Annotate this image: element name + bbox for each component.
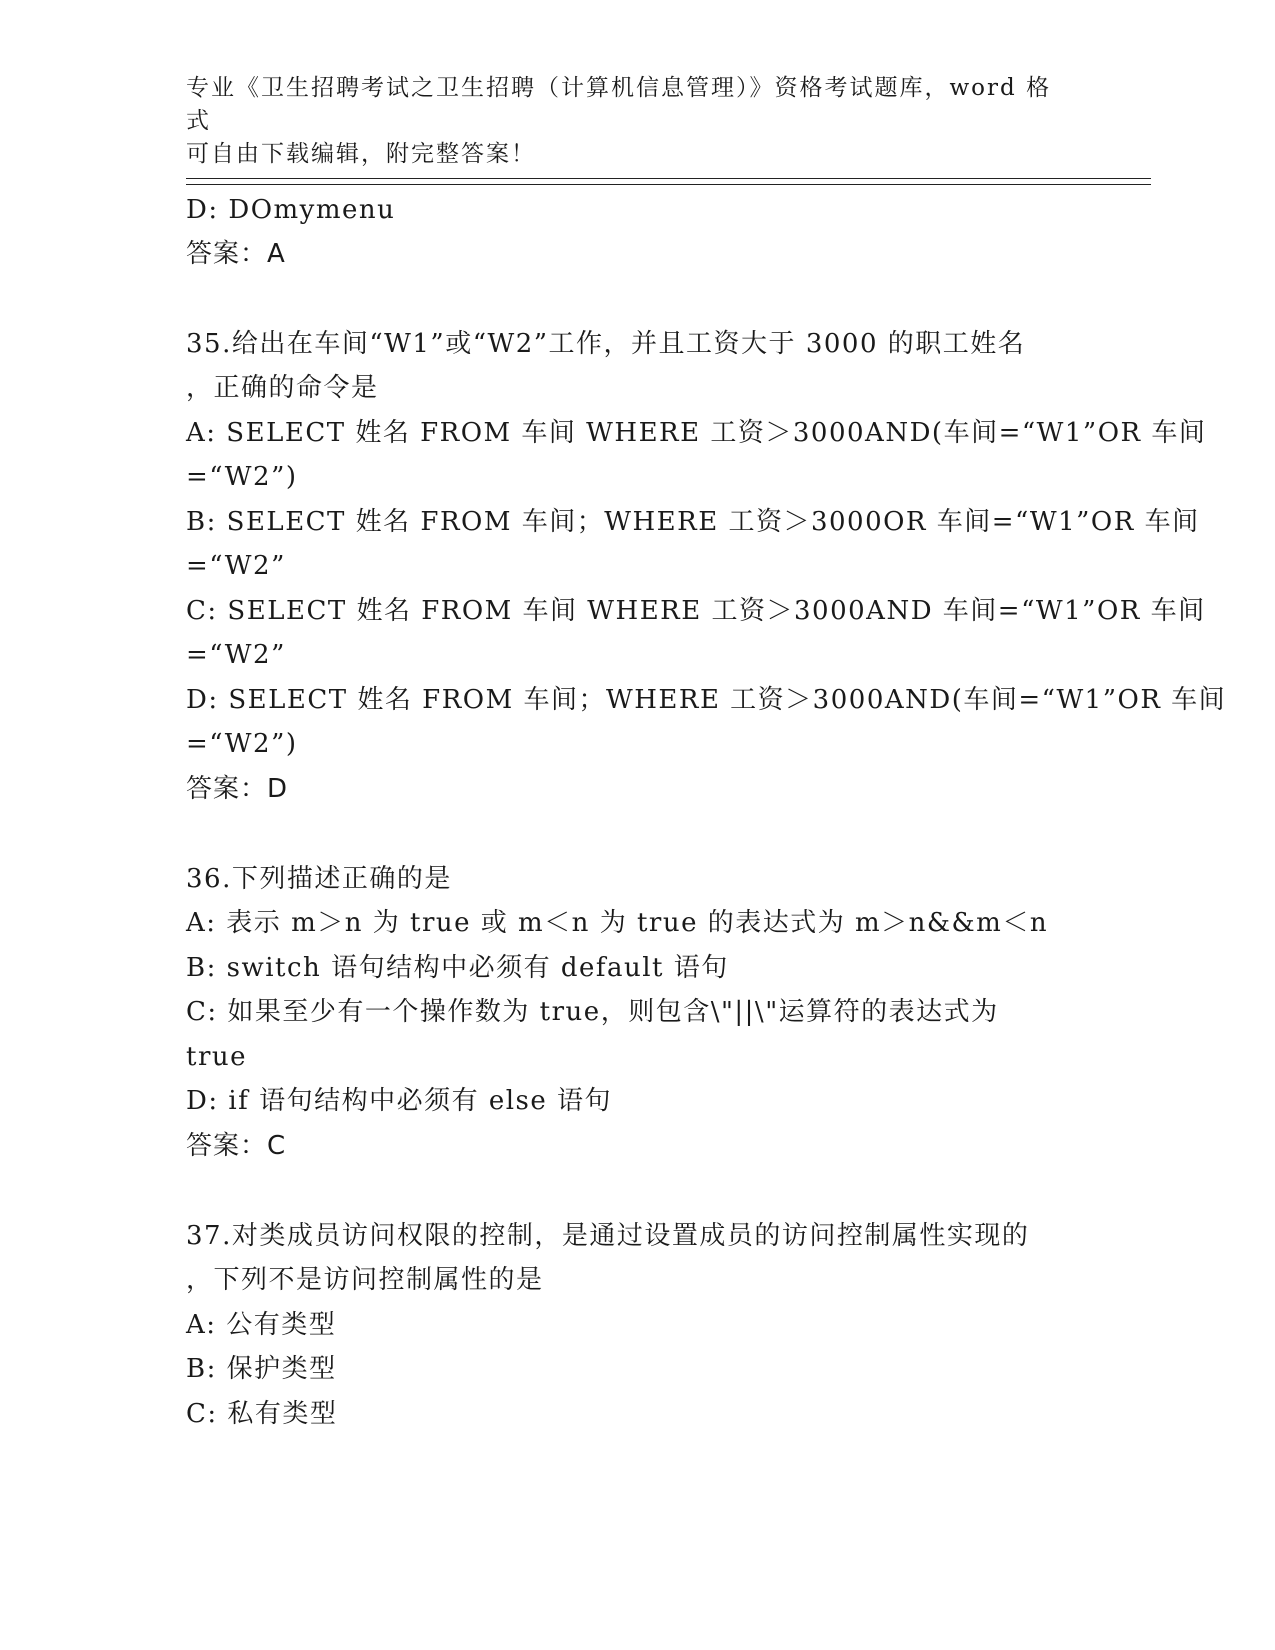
q35-option-b: B: SELECT 姓名 FROM 车间；WHERE 工资＞3000OR 车间=“W1”OR 车间: [186, 507, 1200, 537]
prev-option-d: D: DOmymenu: [186, 195, 396, 225]
q36-option-c-cont: true: [186, 1042, 248, 1072]
q37-option-b: B: 保护类型: [186, 1354, 337, 1384]
q35-option-c: C: SELECT 姓名 FROM 车间 WHERE 工资＞3000AND 车间=“W1”OR 车间: [186, 596, 1206, 626]
q35-option-a-cont: =“W2”): [186, 462, 298, 492]
q35-option-c-cont: =“W2”: [186, 640, 286, 670]
q36-option-b: B: switch 语句结构中必须有 default 语句: [186, 953, 729, 983]
q36-stem: 36.下列描述正确的是: [186, 864, 452, 894]
q35-option-d-cont: =“W2”): [186, 729, 298, 759]
q36-option-d: D: if 语句结构中必须有 else 语句: [186, 1086, 613, 1116]
q35-option-b-cont: =“W2”: [186, 551, 286, 581]
q35-stem-line-2: ，正确的命令是: [186, 373, 379, 403]
q37-option-c: C: 私有类型: [186, 1399, 338, 1429]
q36-option-a: A: 表示 m＞n 为 true 或 m＜n 为 true 的表达式为 m＞n&&m＜n: [186, 908, 1049, 938]
q37-option-a: A: 公有类型: [186, 1310, 337, 1340]
header-line-1: 专业《卫生招聘考试之卫生招聘（计算机信息管理）》资格考试题库，word 格式: [186, 75, 1052, 134]
q35-answer: 答案：D: [186, 774, 289, 804]
q36-option-c: C: 如果至少有一个操作数为 true，则包含\"||\"运算符的表达式为: [186, 997, 999, 1027]
q35-option-a: A: SELECT 姓名 FROM 车间 WHERE 工资＞3000AND(车间=“W1”OR 车间: [186, 418, 1207, 448]
header-rule-top: [186, 178, 1151, 179]
prev-answer: 答案：A: [186, 239, 286, 269]
q35-stem-line-1: 35.给出在车间“W1”或“W2”工作，并且工资大于 3000 的职工姓名: [186, 329, 1026, 359]
document-header: [186, 72, 1076, 171]
header-line-2: 可自由下载编辑，附完整答案！: [186, 141, 536, 167]
q37-stem-line-2: ，下列不是访问控制属性的是: [186, 1265, 544, 1295]
q37-stem-line-1: 37.对类成员访问权限的控制，是通过设置成员的访问控制属性实现的: [186, 1221, 1030, 1251]
q35-option-d: D: SELECT 姓名 FROM 车间；WHERE 工资＞3000AND(车间=“W1”OR 车间: [186, 685, 1227, 715]
q36-answer: 答案：C: [186, 1131, 287, 1161]
header-rule-bottom: [186, 184, 1151, 185]
